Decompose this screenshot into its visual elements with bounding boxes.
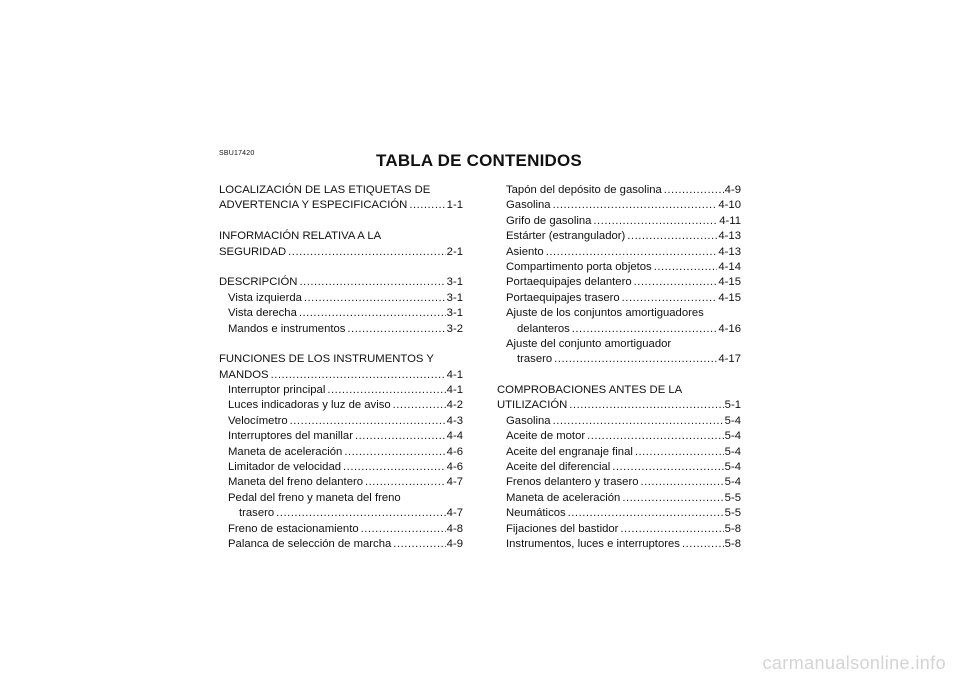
toc-entry — [497, 183, 741, 198]
toc-entry — [219, 183, 463, 198]
toc-entry-title: Maneta del freno delantero — [228, 476, 364, 489]
toc-entry — [219, 198, 463, 213]
toc-leader-dots — [327, 383, 445, 398]
toc-entry-title: Aceite de motor — [506, 430, 586, 443]
document-code: SBU17420 — [219, 150, 255, 157]
toc-entry-title: Portaequipajes delantero — [506, 276, 632, 289]
toc-leader-dots — [612, 460, 723, 475]
toc-entry-page: 5-8 — [724, 522, 741, 535]
toc-entry-title: Vista izquierda — [228, 291, 302, 304]
toc-entry-page: 5-4 — [724, 414, 741, 427]
toc-spacer — [219, 214, 463, 229]
toc-entry-title: LOCALIZACIÓN DE LAS ETIQUETAS DE — [219, 184, 431, 196]
toc-entry — [219, 506, 463, 521]
toc-entry-title: Ajuste del conjunto amortiguador — [506, 337, 672, 350]
toc-leader-dots — [587, 429, 724, 444]
toc-entry-title: trasero — [239, 507, 275, 520]
toc-leader-dots — [409, 198, 445, 213]
toc-entry-title: INFORMACIÓN RELATIVA A LA — [219, 230, 382, 243]
toc-entry — [497, 214, 741, 229]
toc-leader-dots — [355, 429, 446, 444]
page-title: TABLA DE CONTENIDOS — [376, 151, 582, 170]
toc-entry-title: DESCRIPCIÓN — [219, 276, 298, 289]
toc-entry — [497, 445, 741, 460]
toc-leader-dots — [299, 306, 446, 321]
toc-leader-dots — [288, 245, 446, 260]
toc-entry-title: FUNCIONES DE LOS INSTRUMENTOS Y — [219, 353, 434, 366]
toc-entry-page: 4-13 — [718, 230, 741, 243]
toc-entry-title: Tapón del depósito de gasolina — [506, 184, 662, 196]
toc-leader-dots — [553, 414, 724, 429]
toc-leader-dots — [343, 460, 446, 475]
toc-entry — [497, 522, 741, 537]
toc-spacer — [497, 368, 741, 383]
toc-entry — [219, 306, 463, 321]
toc-entry — [497, 245, 741, 260]
toc-entry — [219, 491, 463, 506]
toc-entry — [497, 383, 741, 398]
toc-leader-dots — [393, 398, 446, 413]
toc-entry-page: 4-4 — [446, 430, 463, 443]
toc-entry-title: Frenos delantero y trasero — [506, 476, 639, 489]
toc-entry-page: 4-2 — [446, 399, 463, 412]
toc-entry-page: 4-9 — [446, 537, 463, 550]
toc-entry-title: Interruptores del manillar — [228, 430, 353, 443]
toc-entry-title: UTILIZACIÓN — [497, 399, 568, 412]
toc-right-column — [497, 183, 741, 552]
toc-entry — [497, 506, 741, 521]
toc-entry-title: Gasolina — [506, 414, 551, 427]
toc-entry-page: 4-1 — [446, 368, 463, 381]
toc-entry-title: Asiento — [506, 245, 544, 258]
toc-entry — [219, 291, 463, 306]
toc-entry-page: 4-7 — [446, 476, 463, 489]
toc-entry-title: Aceite del engranaje final — [506, 445, 633, 458]
toc-spacer — [219, 260, 463, 275]
toc-entry-page: 5-1 — [724, 399, 741, 412]
toc-leader-dots — [572, 322, 718, 337]
toc-entry — [497, 414, 741, 429]
toc-entry — [497, 352, 741, 367]
toc-entry — [219, 245, 463, 260]
toc-entry — [497, 291, 741, 306]
toc-entry — [219, 398, 463, 413]
toc-entry-title: Vista derecha — [228, 307, 297, 320]
toc-entry-page: 4-10 — [718, 199, 741, 212]
toc-leader-dots — [622, 491, 723, 506]
toc-entry-title: COMPROBACIONES ANTES DE LA — [497, 384, 683, 397]
toc-entry — [219, 414, 463, 429]
toc-entry-title: Aceite del diferencial — [506, 461, 611, 474]
toc-entry-page: 3-1 — [446, 307, 463, 320]
toc-leader-dots — [304, 291, 446, 306]
toc-leader-dots — [654, 260, 718, 275]
toc-entry-title: Compartimento porta objetos — [506, 260, 652, 273]
watermark: carmanualsonline.info — [762, 653, 946, 673]
toc-leader-dots — [271, 368, 446, 383]
toc-entry-title: trasero — [517, 353, 553, 366]
toc-entry-title: Maneta de aceleración — [506, 491, 621, 504]
toc-entry-title: Interruptor principal — [228, 384, 326, 397]
toc-entry-page: 2-1 — [446, 245, 463, 258]
toc-entry — [497, 306, 741, 321]
toc-entry — [497, 275, 741, 290]
toc-entry-title: Ajuste de los conjuntos amortiguadores — [506, 307, 704, 320]
toc-entry — [497, 198, 741, 213]
toc-entry-page: 4-6 — [446, 461, 463, 474]
toc-entry-title: SEGURIDAD — [219, 245, 287, 258]
toc-spacer — [219, 337, 463, 352]
toc-entry-title: Estárter (estrangulador) — [506, 230, 626, 243]
toc-entry-page: 4-11 — [719, 214, 741, 227]
toc-leader-dots — [568, 506, 724, 521]
toc-entry — [497, 537, 741, 552]
toc-entry — [497, 398, 741, 413]
toc-entry-page: 4-1 — [446, 384, 463, 397]
toc-entry-title: Maneta de aceleración — [228, 445, 343, 458]
toc-entry-title: Freno de estacionamiento — [228, 522, 359, 535]
toc-leader-dots — [546, 245, 718, 260]
toc-entry-page: 4-16 — [718, 322, 741, 335]
toc-leader-dots — [641, 475, 724, 490]
toc-entry-page: 1-1 — [446, 199, 463, 212]
toc-entry — [219, 383, 463, 398]
toc-entry-page: 5-5 — [724, 507, 741, 520]
toc-entry — [219, 475, 463, 490]
toc-entry-title: Luces indicadoras y luz de aviso — [228, 399, 391, 412]
toc-entry-page: 5-4 — [724, 461, 741, 474]
toc-entry-page: 5-4 — [724, 476, 741, 489]
toc-entry-title: delanteros — [517, 322, 570, 335]
toc-entry — [219, 445, 463, 460]
toc-entry-page: 3-1 — [446, 276, 463, 289]
toc-entry-title: Limitador de velocidad — [228, 461, 342, 474]
toc-leader-dots — [299, 275, 445, 290]
toc-entry-title: Velocímetro — [228, 414, 288, 427]
toc-entry — [219, 537, 463, 552]
toc-leader-dots — [393, 537, 445, 552]
toc-entry-page: 4-15 — [718, 276, 741, 289]
toc-entry — [219, 229, 463, 244]
toc-leader-dots — [664, 183, 724, 198]
toc-entry — [497, 322, 741, 337]
toc-entry-page: 4-15 — [718, 291, 741, 304]
toc-leader-dots — [635, 445, 724, 460]
toc-entry — [497, 460, 741, 475]
toc-entry — [497, 260, 741, 275]
toc-entry-page: 4-17 — [718, 353, 741, 366]
toc-entry-page: 4-6 — [446, 445, 463, 458]
toc-entry — [497, 475, 741, 490]
toc-entry-title: Gasolina — [506, 199, 551, 212]
toc-leader-dots — [622, 291, 718, 306]
toc-entry-page: 5-4 — [724, 430, 741, 443]
toc-entry-page: 4-8 — [446, 522, 463, 535]
toc-entry-title: Palanca de selección de marcha — [228, 537, 392, 550]
toc-left-column — [219, 183, 463, 552]
toc-entry — [219, 460, 463, 475]
toc-leader-dots — [569, 398, 723, 413]
toc-entry-page: 5-8 — [724, 537, 741, 550]
toc-entry-title: Mandos e instrumentos — [228, 322, 346, 335]
toc-entry-title: Grifo de gasolina — [506, 214, 592, 227]
toc-entry — [497, 429, 741, 444]
toc-entry — [497, 229, 741, 244]
toc-leader-dots — [344, 445, 445, 460]
toc-entry-title: Neumáticos — [506, 507, 566, 520]
toc-entry-title: Instrumentos, luces e interruptores — [506, 537, 680, 550]
toc-leader-dots — [361, 522, 446, 537]
toc-entry — [219, 522, 463, 537]
toc-leader-dots — [634, 275, 718, 290]
toc-entry-page: 4-7 — [446, 507, 463, 520]
toc-entry-title: ADVERTENCIA Y ESPECIFICACIÓN — [219, 199, 408, 212]
toc-entry-page: 3-2 — [446, 322, 463, 335]
toc-leader-dots — [347, 322, 445, 337]
toc-entry-title: Fijaciones del bastidor — [506, 522, 619, 535]
toc-entry — [219, 322, 463, 337]
toc-leader-dots — [627, 229, 717, 244]
toc-leader-dots — [276, 506, 446, 521]
toc-entry — [219, 352, 463, 367]
toc-entry-page: 4-14 — [718, 260, 741, 273]
toc-leader-dots — [365, 475, 446, 490]
toc-leader-dots — [553, 198, 718, 213]
toc-entry-title: MANDOS — [219, 368, 269, 381]
toc-leader-dots — [620, 522, 723, 537]
toc-entry — [497, 491, 741, 506]
toc-entry-page: 4-9 — [724, 184, 741, 196]
toc-entry-page: 5-4 — [724, 445, 741, 458]
toc-entry-page: 3-1 — [446, 291, 463, 304]
toc-entry — [219, 368, 463, 383]
toc-entry — [219, 275, 463, 290]
toc-entry-page: 5-5 — [724, 491, 741, 504]
toc-entry-page: 4-3 — [446, 414, 463, 427]
toc-entry-title: Portaequipajes trasero — [506, 291, 620, 304]
toc-leader-dots — [593, 214, 718, 229]
toc-entry — [497, 337, 741, 352]
toc-entry-title: Pedal del freno y maneta del freno — [228, 491, 401, 504]
toc-leader-dots — [290, 414, 446, 429]
toc-leader-dots — [554, 352, 717, 367]
toc-entry-page: 4-13 — [718, 245, 741, 258]
toc-entry — [219, 429, 463, 444]
toc-leader-dots — [682, 537, 724, 552]
